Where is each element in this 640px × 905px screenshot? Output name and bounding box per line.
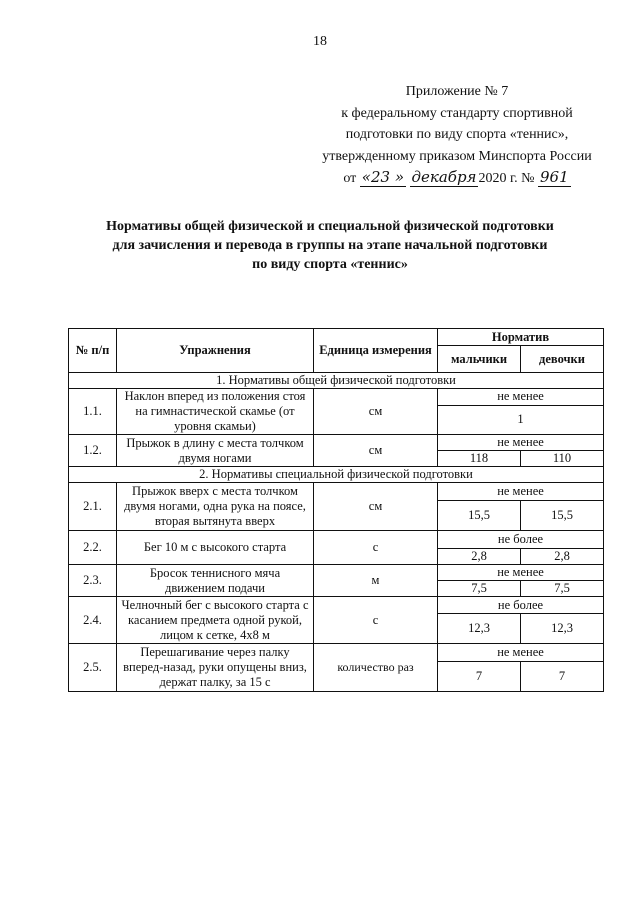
section-title: 2. Нормативы специальной физической подготовки [69,467,604,483]
row-qualifier: не более [438,531,604,549]
row-qualifier: не менее [438,483,604,501]
row-num: 2.5. [69,644,117,692]
header-unit: Единица измерения [314,329,438,373]
row-unit: см [314,389,438,435]
header-boys: мальчики [438,346,521,373]
row-unit: с [314,597,438,644]
document-title [60,217,600,274]
row-boys-value: 7,5 [438,581,521,597]
appendix-line-3: подготовки по виду спорта «теннис», [345,127,569,142]
row-girls-value: 2,8 [521,549,604,565]
row-qualifier: не менее [438,435,604,451]
title-line-3: по виду спорта «теннис» [252,257,408,272]
row-girls-value: 7,5 [521,581,604,597]
row-girls-value: 15,5 [521,501,604,531]
date-day: «23 » [361,168,404,186]
row-boys-value: 118 [438,451,521,467]
row-qualifier: не менее [438,644,604,662]
row-exercise: Прыжок вверх с места толчком двумя ногами, одна рука на поясе, вторая вытянута вверх [117,483,314,531]
row-boys-value: 12,3 [438,614,521,644]
appendix-line-1: Приложение № 7 [405,84,509,99]
row-exercise: Бросок теннисного мяча движением подачи [117,565,314,597]
row-exercise: Перешагивание через палку вперед-назад, руки опущены вниз, держат палку, за 15 с [117,644,314,692]
date-year: 2020 г. № [478,171,535,186]
header-girls: девочки [521,346,604,373]
row-exercise: Челночный бег с высокого старта с касанием предмета одной рукой, лицом к сетке, 4х8 м [117,597,314,644]
row-num: 2.3. [69,565,117,597]
appendix-line-4: утвержденному приказом Минспорта России [322,148,592,164]
header-norm: Норматив [438,329,604,346]
row-girls-value: 12,3 [521,614,604,644]
row-unit: см [314,435,438,467]
appendix-date-line [300,167,614,190]
row-boys-value: 7 [438,662,521,692]
row-qualifier: не менее [438,389,604,406]
row-qualifier: не менее [438,565,604,581]
date-month: декабря [411,168,477,186]
row-num: 2.4. [69,597,117,644]
row-qualifier: не более [438,597,604,614]
row-unit: с [314,531,438,565]
row-exercise: Прыжок в длину с места толчком двумя ногами [117,435,314,467]
row-boys-value: 2,8 [438,549,521,565]
row-girls-value: 7 [521,662,604,692]
norms-table [68,328,604,692]
row-exercise: Наклон вперед из положения стоя на гимнастической скамье (от уровня скамьи) [117,389,314,435]
row-num: 1.2. [69,435,117,467]
title-line-2: для зачисления и перевода в группы на этапе начальной подготовки [112,238,548,253]
header-num: № п/п [69,329,117,373]
row-num: 2.1. [69,483,117,531]
row-combined-value: 1 [438,405,604,434]
section-title: 1. Нормативы общей физической подготовки [69,373,604,389]
row-unit: см [314,483,438,531]
title-line-1: Нормативы общей физической и специальной физической подготовки [106,219,554,234]
row-num: 2.2. [69,531,117,565]
row-unit: количество раз [314,644,438,692]
page-number: 18 [313,34,327,49]
order-number: 961 [540,168,569,186]
appendix-block [300,81,614,190]
appendix-line-2: к федеральному стандарту спортивной [341,105,573,121]
row-exercise: Бег 10 м с высокого старта [117,531,314,565]
row-boys-value: 15,5 [438,501,521,531]
header-exercise: Упражнения [117,329,314,373]
row-girls-value: 110 [521,451,604,467]
date-prefix: от [343,171,357,186]
row-num: 1.1. [69,389,117,435]
row-unit: м [314,565,438,597]
